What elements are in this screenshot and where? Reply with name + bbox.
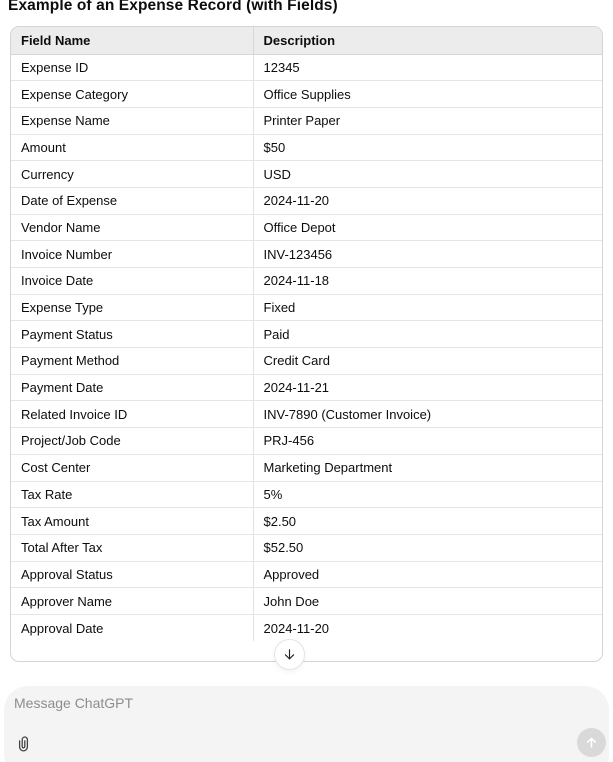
table-row bbox=[11, 561, 602, 588]
table-body bbox=[11, 54, 602, 641]
table-row bbox=[11, 81, 602, 108]
table-header-row bbox=[11, 27, 602, 54]
description-cell: 5% bbox=[253, 481, 602, 508]
table-row bbox=[11, 161, 602, 188]
description-cell: INV-123456 bbox=[253, 241, 602, 268]
table-row bbox=[11, 374, 602, 401]
field-name-cell: Expense Type bbox=[11, 294, 253, 321]
composer[interactable] bbox=[4, 686, 609, 762]
table-row bbox=[11, 348, 602, 375]
field-name-cell: Expense ID bbox=[11, 54, 253, 81]
description-cell: PRJ-456 bbox=[253, 428, 602, 455]
field-name-cell: Expense Category bbox=[11, 81, 253, 108]
description-cell: 2024-11-21 bbox=[253, 374, 602, 401]
description-cell: INV-7890 (Customer Invoice) bbox=[253, 401, 602, 428]
description-cell: Approved bbox=[253, 561, 602, 588]
description-cell: USD bbox=[253, 161, 602, 188]
paperclip-icon bbox=[14, 734, 33, 753]
table-row bbox=[11, 268, 602, 295]
table-row bbox=[11, 54, 602, 81]
table-row bbox=[11, 187, 602, 214]
field-name-cell: Invoice Number bbox=[11, 241, 253, 268]
field-name-cell: Amount bbox=[11, 134, 253, 161]
table-row bbox=[11, 321, 602, 348]
description-cell: 2024-11-20 bbox=[253, 614, 602, 641]
page-title: Example of an Expense Record (with Fields) bbox=[8, 0, 338, 14]
field-name-cell: Date of Expense bbox=[11, 187, 253, 214]
arrow-down-icon bbox=[282, 647, 297, 662]
table-row bbox=[11, 241, 602, 268]
description-cell: 2024-11-18 bbox=[253, 268, 602, 295]
table-row bbox=[11, 134, 602, 161]
field-name-cell: Approval Status bbox=[11, 561, 253, 588]
field-name-cell: Tax Rate bbox=[11, 481, 253, 508]
description-cell: John Doe bbox=[253, 588, 602, 615]
description-cell: Paid bbox=[253, 321, 602, 348]
field-name-cell: Payment Date bbox=[11, 374, 253, 401]
column-header-field-name: Field Name bbox=[11, 27, 253, 54]
description-cell: 2024-11-20 bbox=[253, 187, 602, 214]
field-name-cell: Tax Amount bbox=[11, 508, 253, 535]
table-row bbox=[11, 588, 602, 615]
table-row bbox=[11, 481, 602, 508]
attach-button[interactable] bbox=[8, 728, 38, 758]
description-cell: Printer Paper bbox=[253, 107, 602, 134]
table-row bbox=[11, 508, 602, 535]
field-name-cell: Project/Job Code bbox=[11, 428, 253, 455]
expense-table bbox=[10, 26, 603, 662]
field-name-cell: Expense Name bbox=[11, 107, 253, 134]
field-name-cell: Vendor Name bbox=[11, 214, 253, 241]
table-row bbox=[11, 534, 602, 561]
field-name-cell: Total After Tax bbox=[11, 534, 253, 561]
scroll-to-bottom-button[interactable] bbox=[274, 639, 305, 670]
description-cell: $2.50 bbox=[253, 508, 602, 535]
field-name-cell: Payment Method bbox=[11, 348, 253, 375]
description-cell: Fixed bbox=[253, 294, 602, 321]
table-row bbox=[11, 294, 602, 321]
field-name-cell: Payment Status bbox=[11, 321, 253, 348]
send-button[interactable] bbox=[577, 728, 606, 757]
table-row bbox=[11, 428, 602, 455]
field-name-cell: Approval Date bbox=[11, 614, 253, 641]
field-name-cell: Cost Center bbox=[11, 454, 253, 481]
message-input[interactable] bbox=[14, 695, 594, 721]
field-name-cell: Approver Name bbox=[11, 588, 253, 615]
field-name-cell: Currency bbox=[11, 161, 253, 188]
field-name-cell: Invoice Date bbox=[11, 268, 253, 295]
description-cell: 12345 bbox=[263, 59, 300, 75]
table-row bbox=[11, 614, 602, 641]
column-header-description: Description bbox=[253, 27, 602, 54]
table-row bbox=[11, 107, 602, 134]
description-cell: Credit Card bbox=[253, 348, 602, 375]
description-cell: $50 bbox=[253, 134, 602, 161]
description-cell: Marketing Department bbox=[253, 454, 602, 481]
table-row bbox=[11, 401, 602, 428]
arrow-up-icon bbox=[584, 735, 599, 750]
description-cell: Office Supplies bbox=[253, 81, 602, 108]
description-cell: Office Depot bbox=[253, 214, 602, 241]
table-row bbox=[11, 454, 602, 481]
description-cell: $52.50 bbox=[253, 534, 602, 561]
table-row bbox=[11, 214, 602, 241]
field-name-cell: Related Invoice ID bbox=[11, 401, 253, 428]
